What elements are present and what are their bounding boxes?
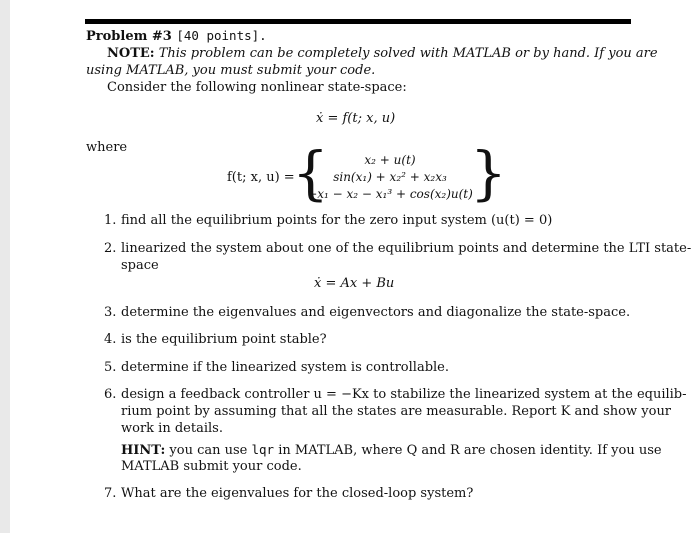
item-6-text-2: rium point by assuming that all the states are measurable. Report K and show your <box>121 404 672 419</box>
hint-label: HINT: <box>121 443 166 458</box>
main-equation: ẋ = f(t; x, u) <box>316 111 396 126</box>
note-text-1: This problem can be completely solved with MATLAB or by hand. If you are <box>158 46 658 61</box>
item-number: 7. <box>104 486 117 501</box>
consider-text: Consider the following nonlinear state-space: <box>107 80 407 95</box>
problem-label: Problem #3 <box>86 29 172 44</box>
item-3-text: determine the eigenvalues and eigenvectors and diagonalize the state-space. <box>121 305 631 320</box>
item-2-text-2: space <box>121 258 159 273</box>
item-5-text: determine if the linearized system is controllable. <box>121 360 449 375</box>
item-number: 4. <box>104 332 117 347</box>
left-brace: { <box>292 139 329 207</box>
item-number: 6. <box>104 387 117 402</box>
hint-code: lqr <box>251 442 275 457</box>
right-brace: } <box>470 139 507 207</box>
note-line-2: using MATLAB, you must submit your code. <box>86 63 376 78</box>
hint-line-1 <box>121 442 662 459</box>
item-4-text: is the equilibrium point stable? <box>121 332 327 347</box>
where-label: where <box>86 140 128 155</box>
hint-text-1: you can use <box>169 443 248 458</box>
item-2-text-1: linearized the system about one of the equilibrium points and determine the LTI state- <box>121 241 692 256</box>
problem-title <box>86 28 267 45</box>
f-row-2: sin(x₁) + x₂² + x₂x₃ <box>333 170 447 184</box>
item-1-text: find all the equilibrium points for the zero input system (u(t) = 0) <box>121 213 553 228</box>
note-line-1 <box>107 46 658 62</box>
left-margin-strip <box>0 0 10 533</box>
top-rule <box>85 19 631 24</box>
item-6-text-3: work in details. <box>121 421 223 436</box>
item-7-text: What are the eigenvalues for the closed-loop system? <box>121 486 474 501</box>
item-6-text-1: design a feedback controller u = −Kx to stabilize the linearized system at the equilib- <box>121 387 687 402</box>
hint-text-2: in MATLAB, where Q and R are chosen identity. If you use <box>278 443 662 458</box>
hint-line-2: MATLAB submit your code. <box>121 459 302 474</box>
problem-points: [40 points]. <box>176 28 267 43</box>
item-number: 1. <box>104 213 117 228</box>
item-number: 5. <box>104 360 117 375</box>
item-number: 3. <box>104 305 117 320</box>
f-row-3: −x₁ − x₂ − x₁³ + cos(x₂)u(t) <box>307 187 473 201</box>
lti-equation: ẋ = Ax + Bu <box>314 276 395 291</box>
note-label: NOTE: <box>107 46 155 61</box>
f-lhs: f(t; x, u) = <box>227 170 295 185</box>
f-row-1: x₂ + u(t) <box>364 153 416 167</box>
item-number: 2. <box>104 241 117 256</box>
